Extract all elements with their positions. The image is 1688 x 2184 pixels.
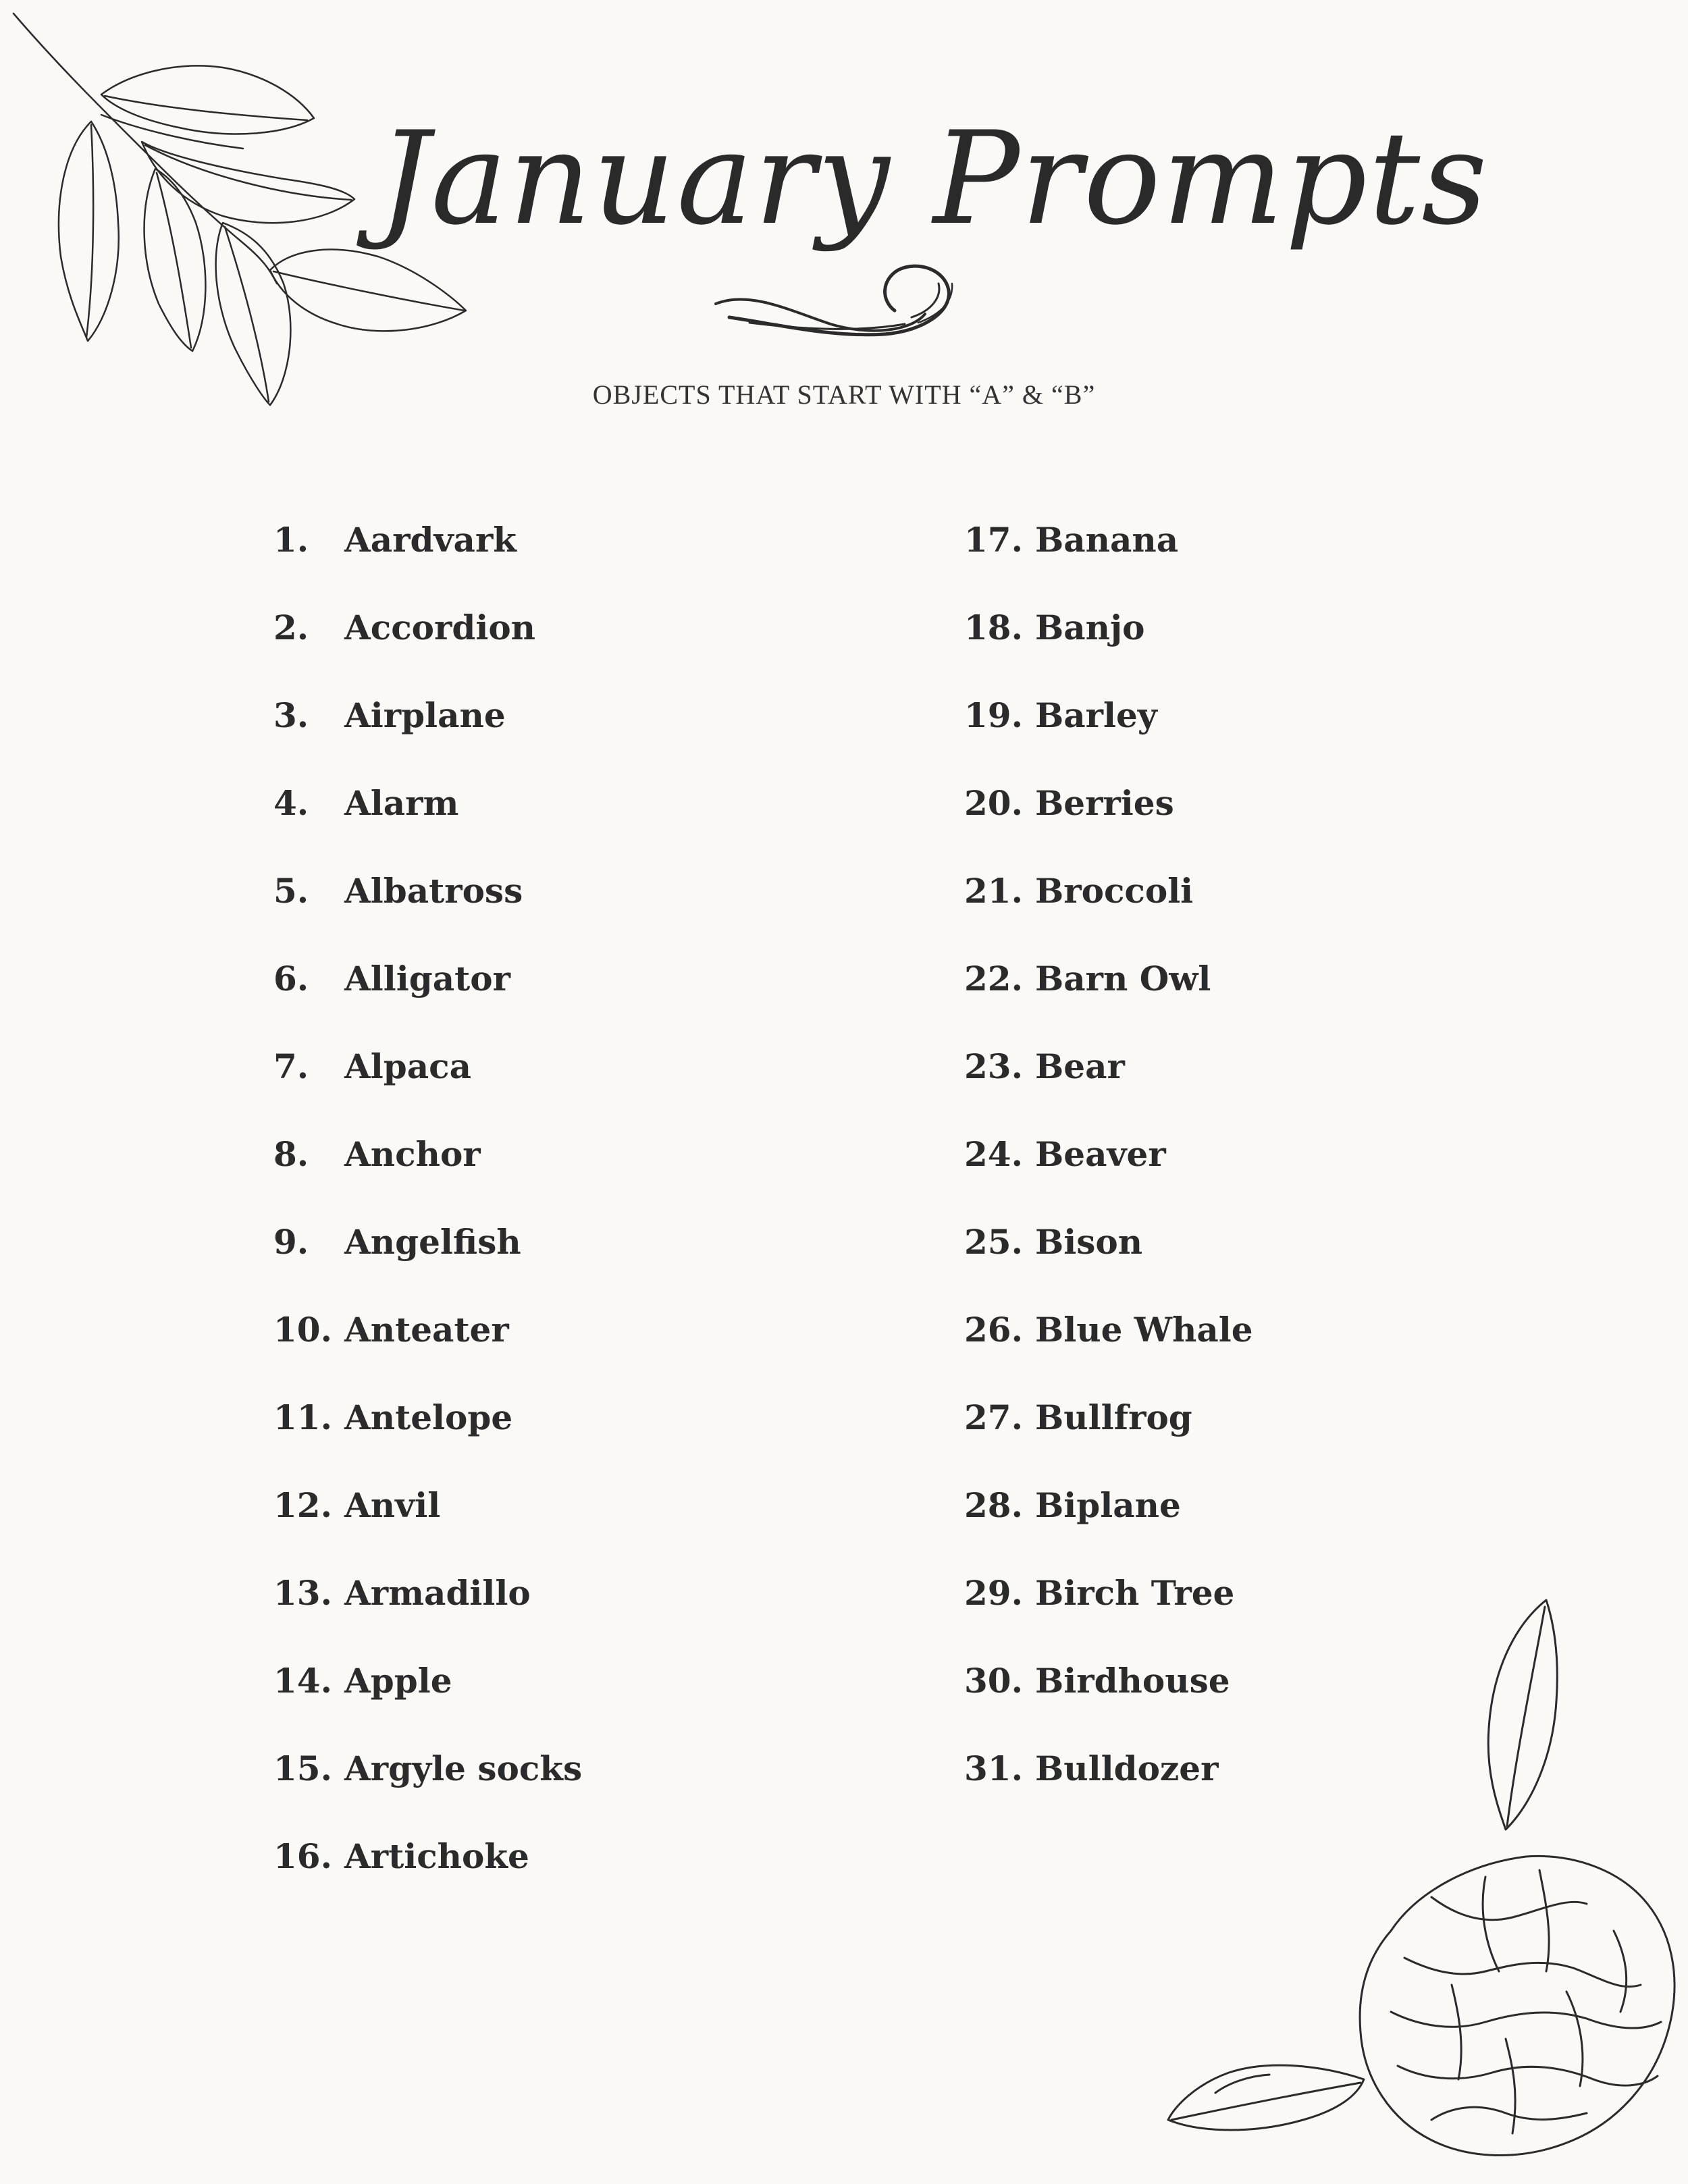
item-label: Birch Tree	[1035, 1573, 1235, 1613]
item-number: 11.	[273, 1397, 332, 1437]
item-number: 29.	[964, 1573, 1023, 1613]
list-item	[964, 1215, 1572, 1303]
item-number: 1.	[273, 520, 309, 560]
list-item	[964, 1127, 1572, 1215]
list-item	[964, 689, 1572, 776]
item-number: 9.	[273, 1222, 309, 1262]
item-label: Biplane	[1035, 1485, 1181, 1525]
list-item	[964, 776, 1572, 864]
peony-flower-illustration	[1013, 1580, 1688, 2184]
item-number: 25.	[964, 1222, 1023, 1262]
item-label: Banjo	[1035, 608, 1145, 647]
item-label: Blue Whale	[1035, 1310, 1253, 1350]
list-item	[273, 1040, 881, 1127]
item-number: 16.	[273, 1836, 332, 1876]
list-item	[273, 1127, 881, 1215]
list-item	[964, 952, 1572, 1040]
list-item	[964, 1391, 1572, 1479]
page-title: January Prompts	[378, 104, 1489, 253]
item-number: 12.	[273, 1485, 332, 1525]
list-item	[273, 601, 881, 689]
item-label: Alpaca	[344, 1046, 471, 1086]
item-label: Albatross	[344, 871, 523, 911]
item-label: Bulldozer	[1035, 1749, 1219, 1788]
item-label: Argyle socks	[344, 1749, 583, 1788]
item-label: Berries	[1035, 783, 1174, 823]
item-label: Anteater	[344, 1310, 509, 1350]
list-item	[273, 864, 881, 952]
item-number: 4.	[273, 783, 309, 823]
item-number: 30.	[964, 1661, 1023, 1701]
list-item	[273, 1215, 881, 1303]
item-label: Barn Owl	[1035, 959, 1211, 998]
list-item	[964, 864, 1572, 952]
item-label: Armadillo	[344, 1573, 531, 1613]
item-number: 7.	[273, 1046, 309, 1086]
item-label: Airplane	[344, 695, 506, 735]
item-number: 19.	[964, 695, 1023, 735]
item-number: 15.	[273, 1749, 332, 1788]
list-item	[273, 1303, 881, 1391]
item-label: Banana	[1035, 520, 1179, 560]
item-number: 26.	[964, 1310, 1023, 1350]
item-label: Accordion	[344, 608, 536, 647]
item-number: 24.	[964, 1134, 1023, 1174]
list-item	[273, 1566, 881, 1654]
item-number: 22.	[964, 959, 1023, 998]
item-label: Antelope	[344, 1397, 513, 1437]
item-number: 21.	[964, 871, 1023, 911]
list-item	[964, 1303, 1572, 1391]
item-label: Apple	[344, 1661, 452, 1701]
list-item	[273, 1742, 881, 1830]
item-label: Barley	[1035, 695, 1157, 735]
item-number: 17.	[964, 520, 1023, 560]
list-item	[964, 513, 1572, 601]
item-number: 28.	[964, 1485, 1023, 1525]
item-number: 20.	[964, 783, 1023, 823]
item-label: Alligator	[344, 959, 510, 998]
list-item	[964, 1040, 1572, 1127]
item-label: Anchor	[344, 1134, 481, 1174]
item-label: Birdhouse	[1035, 1661, 1230, 1701]
list-item	[273, 689, 881, 776]
item-number: 6.	[273, 959, 309, 998]
item-number: 14.	[273, 1661, 332, 1701]
list-item	[273, 1654, 881, 1742]
flourish-swash	[709, 250, 966, 351]
item-label: Aardvark	[344, 520, 517, 560]
item-label: Broccoli	[1035, 871, 1194, 911]
item-number: 8.	[273, 1134, 309, 1174]
item-number: 18.	[964, 608, 1023, 647]
item-label: Alarm	[344, 783, 459, 823]
item-label: Artichoke	[344, 1836, 529, 1876]
item-label: Bison	[1035, 1222, 1143, 1262]
list-item	[964, 601, 1572, 689]
list-item	[273, 1830, 881, 1917]
item-number: 2.	[273, 608, 309, 647]
item-number: 23.	[964, 1046, 1023, 1086]
item-number: 10.	[273, 1310, 332, 1350]
list-item	[273, 1391, 881, 1479]
item-label: Anvil	[344, 1485, 441, 1525]
item-number: 31.	[964, 1749, 1023, 1788]
prompt-list-a	[273, 513, 881, 1917]
list-item	[964, 1479, 1572, 1566]
item-label: Bullfrog	[1035, 1397, 1192, 1437]
item-number: 3.	[273, 695, 309, 735]
page-subtitle: OBJECTS THAT START WITH “A” & “B”	[592, 379, 1096, 410]
list-item	[273, 513, 881, 601]
item-number: 27.	[964, 1397, 1023, 1437]
item-label: Beaver	[1035, 1134, 1166, 1174]
item-number: 13.	[273, 1573, 332, 1613]
list-item	[273, 952, 881, 1040]
item-label: Bear	[1035, 1046, 1125, 1086]
item-label: Angelfish	[344, 1222, 521, 1262]
list-item	[273, 776, 881, 864]
item-number: 5.	[273, 871, 309, 911]
list-item	[273, 1479, 881, 1566]
